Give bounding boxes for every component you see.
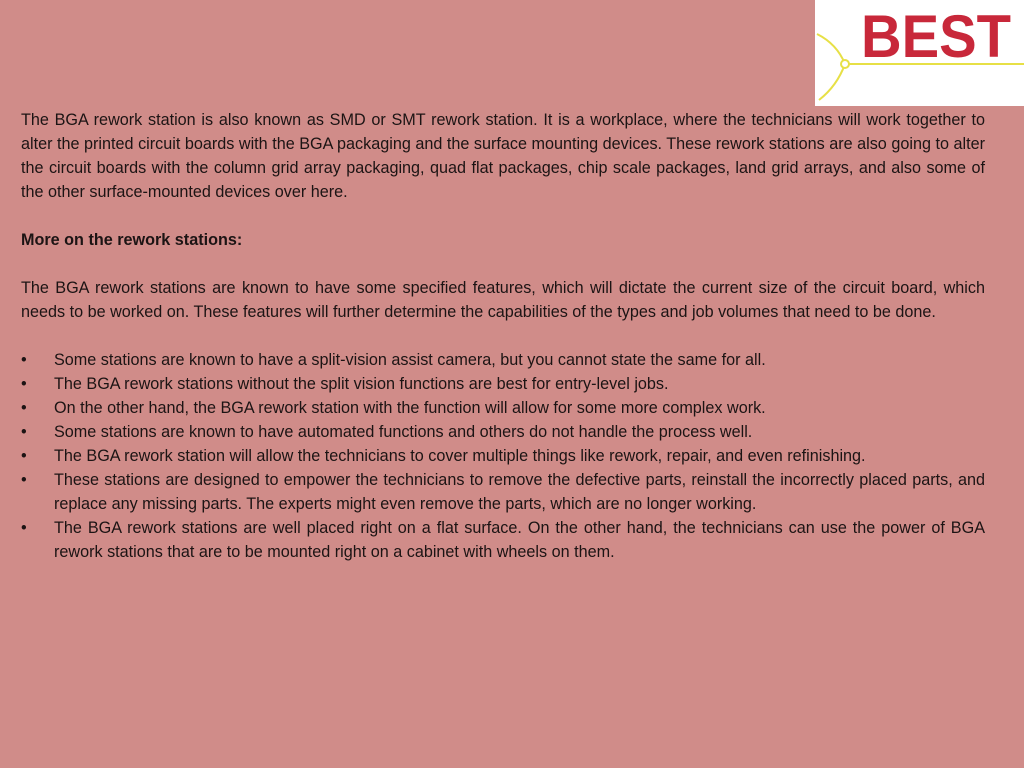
section-heading: More on the rework stations: [21, 231, 243, 249]
list-item [21, 468, 985, 516]
list-item-text: On the other hand, the BGA rework station with the function will allow for some more complex work. [54, 399, 766, 417]
best-logo-graphic [815, 0, 1024, 106]
bullet-marker: • [21, 519, 27, 537]
bullet-marker: • [21, 423, 27, 441]
list-item-text: The BGA rework stations are well placed right on a flat surface. On the other hand, the technicians can use the power of BGA rework stations that are to be mounted right on a cabinet with wheels on them. [54, 519, 985, 561]
best-logo [815, 0, 1024, 106]
intro-paragraph: The BGA rework station is also known as SMD or SMT rework station. It is a workplace, where the technicians will work together to alter the printed circuit boards with the BGA packaging and the surface mounting devices. These rework stations are also going to alter the circuit boards with the column grid array packaging, quad flat packages, chip scale packages, land grid arrays, and also some of the other surface-mounted devices over here. [21, 111, 985, 201]
logo-arc-line [817, 34, 845, 100]
bullet-marker: • [21, 351, 27, 369]
logo-node-dot [841, 60, 849, 68]
bullet-marker: • [21, 399, 27, 417]
document-body [21, 108, 985, 564]
list-item [21, 516, 985, 564]
bullet-list [21, 348, 985, 564]
list-item [21, 372, 985, 396]
list-item [21, 420, 985, 444]
list-item-text: Some stations are known to have a split-vision assist camera, but you cannot state the same for all. [54, 351, 766, 369]
list-item [21, 348, 985, 372]
logo-wordmark: BEST [861, 3, 1011, 70]
bullet-marker: • [21, 471, 27, 489]
bullet-marker: • [21, 447, 27, 465]
bullet-marker: • [21, 375, 27, 393]
list-item-text: Some stations are known to have automated functions and others do not handle the process well. [54, 423, 753, 441]
list-item-text: These stations are designed to empower the technicians to remove the defective parts, reinstall the incorrectly placed parts, and replace any missing parts. The experts might even remove the parts, which are no longer working. [54, 471, 985, 513]
list-item-text: The BGA rework station will allow the technicians to cover multiple things like rework, repair, and even refinishing. [54, 447, 866, 465]
list-item-text: The BGA rework stations without the split vision functions are best for entry-level jobs. [54, 375, 669, 393]
list-item [21, 444, 985, 468]
features-paragraph: The BGA rework stations are known to have some specified features, which will dictate the current size of the circuit board, which needs to be worked on. These features will further determine the capabilities of the types and job volumes that need to be done. [21, 279, 985, 321]
list-item [21, 396, 985, 420]
